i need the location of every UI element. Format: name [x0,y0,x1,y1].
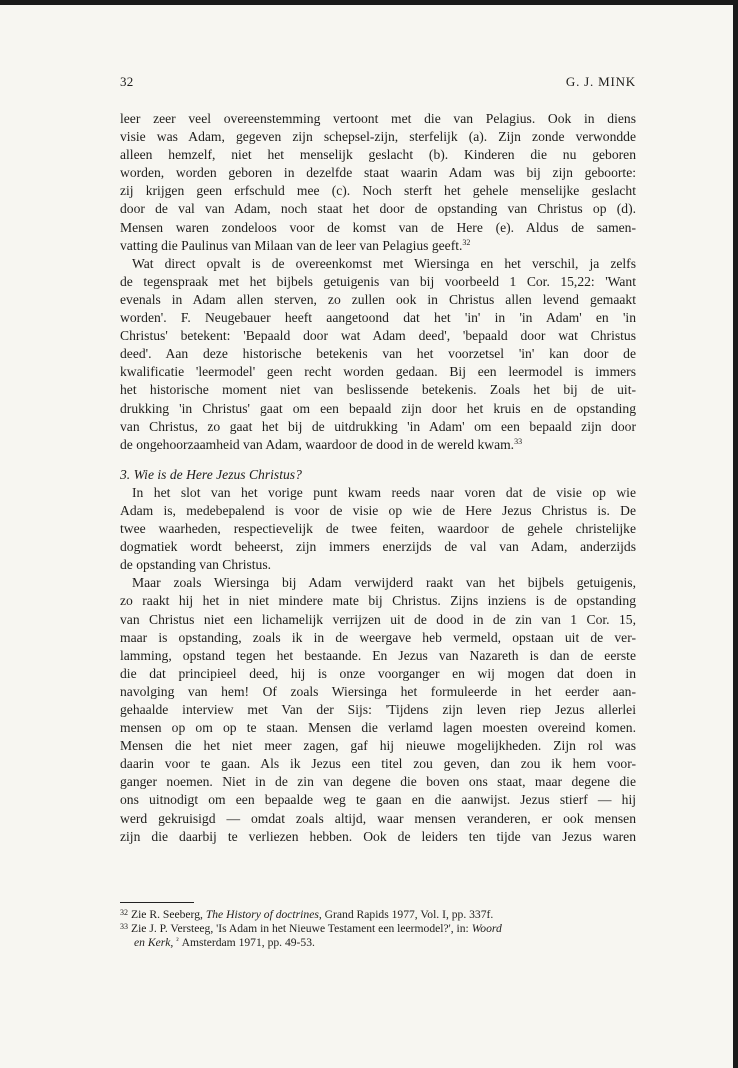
text-line: alleen hemzelf, niet het menselijk geslacht (b). Kinderen die nu geboren [120,147,636,163]
text-line: leer zeer veel overeenstemming vertoont met die van Pelagius. Ook in diens [120,111,636,126]
footnote-title: Woord [471,922,502,935]
text-line: navolging van hem! Of zoals Wiersinga het formuleerde in het eerder aan- [120,683,636,699]
text-line: ganger noemen. Niet in de zin van degene die boven ons staat, maar degene die [120,774,636,790]
text-line: In het slot van het vorige punt kwam reeds naar voren dat de visie op wie [132,484,636,500]
section-heading: 3. Wie is de Here Jezus Christus? [120,466,302,482]
text-line [120,237,636,255]
text-line: ons uitnodigt om een bepaalde weg te gaan en die aanwijst. Jezus stierf — hij [120,792,636,808]
text-line: werd gekruisigd — omdat zoals altijd, waar mensen veranderen, er ook mensen [120,810,636,826]
footnote-ref-33[interactable]: 33 [514,436,523,446]
text-line: visie was Adam, gegeven zijn schepsel-zijn, sterfelijk (a). Zijn zonde verwondde [120,129,636,145]
text-line: dogmatiek wordt beheerst, zijn immers enerzijds de val van Adam, anderzijds [120,539,636,555]
text-line: Wat direct opvalt is de overeenkomst met Wiersinga en het verschil, ja zelfs [132,255,636,271]
text-line: het historische moment niet van beslissende betekenis. Zoals het bij de uit- [120,382,636,398]
text-line: van Christus niet een lichamelijk verrijzen uit de dood in de zin van 1 Cor. 15, [120,611,636,627]
paragraph-wiersinga [120,255,636,454]
footnote-text: Zie J. P. Versteeg, 'Is Adam in het Nieuwe Testament een leermodel?', in: [131,922,472,935]
paragraph-pelagius [120,110,636,255]
footnote-33-continued [120,934,636,948]
text-line: twee waarheden, respectievelijk de twee feiten, waardoor de gehele christelijke [120,521,636,537]
text-line-content: de ongehoorzaamheid van Adam, waardoor de dood in de wereld kwam. [120,436,515,452]
footnote-rule [120,902,194,903]
text-line: gehaalde interview met Van der Sijs: 'Tijdens zijn leven riep Jezus allerlei [120,702,636,717]
text-line: worden'. F. Neugebauer heeft aangetoond dat het 'in' in 'in Adam' en 'in [120,310,636,326]
footnote-title: en Kerk, [134,936,174,949]
text-line: worden, worden geboren in dezelfde staat waarin Adam was bij zijn geboorte: [120,165,636,181]
text-line: de opstanding van Christus. [120,557,272,573]
footnote-32 [120,906,636,920]
text-line: Christus' betekent: 'Bepaald door wat Adam deed', 'bepaald door wat Christus [120,328,636,344]
text-line: zijn die daarbij te verliezen hebben. Ook de leiders ten tijde van Jezus waren [120,828,636,844]
page-number: 32 [120,74,134,89]
text-line: Adam is, medebepalend is voor de visie op wie de Here Jezus Christus is. De [120,502,636,518]
footnote-title: The History of doctrines, [205,908,322,921]
body-text [120,110,636,846]
text-line: mensen op om op te staan. Mensen die verlamd lagen moesten overeind komen. [120,720,636,736]
text-line: Maar zoals Wiersinga bij Adam verwijderd raakt van het bijbels getuigenis, [132,575,636,591]
footnote-text: Grand Rapids 1977, Vol. I, pp. 337f. [321,908,494,921]
footnote-text: Zie R. Seeberg, [131,908,206,921]
footnote-number: 33 [120,922,128,931]
text-line: lamming, opstand tegen het bestaande. En Jezus van Nazareth is dan de eerste [120,647,636,663]
text-line: kwalificatie 'leermodel' geen recht worden gedaan. Bij een leermodel is immers [120,364,636,380]
footnotes [120,906,636,948]
footnote-number: 32 [120,908,128,917]
text-line: door de val van Adam, noch staat het door de opstanding van Christus op (d). [120,201,636,217]
text-line: zij krijgen geen erfschuld mee (c). Noch sterft het gehele menselijke geslacht [120,183,636,199]
scan-border-right [733,0,738,1068]
text-line: van Christus, zo gaat het bij de uitdrukking 'in Adam' om een bepaald zijn door [120,418,636,434]
text-line: de tegenspraak met het bijbels getuigenis van bij voorbeeld 1 Cor. 15,22: 'Want [120,273,636,289]
text-line: evenals in Adam allen sterven, zo zullen ook in Christus allen levend gemaakt [120,291,636,307]
text-line: Mensen die het niet meer zagen, gaf hij nieuwe mogelijkheden. Zijn rol was [120,738,636,754]
running-head-author: G. J. MINK [565,74,636,89]
text-line: daarin voor te gaan. Als ik Jezus een titel zou geven, dan zou ik hem voor- [120,756,636,772]
paragraph-opstanding [120,574,636,845]
footnote-ref-32[interactable]: 32 [462,237,471,247]
text-line: zo raakt hij het in niet mindere mate bij Christus. Zijns inziens is de opstanding [120,593,636,609]
text-line: deed'. Aan deze historische betekenis van het voorzetsel 'in' kan door de [120,346,636,362]
footnote-edition: ² [176,936,179,945]
text-line-content: vatting die Paulinus van Milaan van de leer van Pelagius geeft. [120,237,463,253]
text-line: maar is opstanding, zoals ik in de weergave heb vermeld, opstaan uit de ver- [120,629,636,645]
paragraph-waarheden [120,484,636,574]
text-line: Mensen waren zondeloos voor de komst van de Here (e). Aldus de samen- [120,219,636,235]
footnote-33 [120,920,636,934]
text-line: die dat principieel deed, hij is onze voorganger en wij mogen dat doen in [120,665,636,681]
text-line: drukking 'in Christus' gaat om een bepaald zijn door het kruis en de opstanding [120,400,636,416]
footnote-text: Amsterdam 1971, pp. 49-53. [181,936,315,949]
text-line [120,436,636,454]
